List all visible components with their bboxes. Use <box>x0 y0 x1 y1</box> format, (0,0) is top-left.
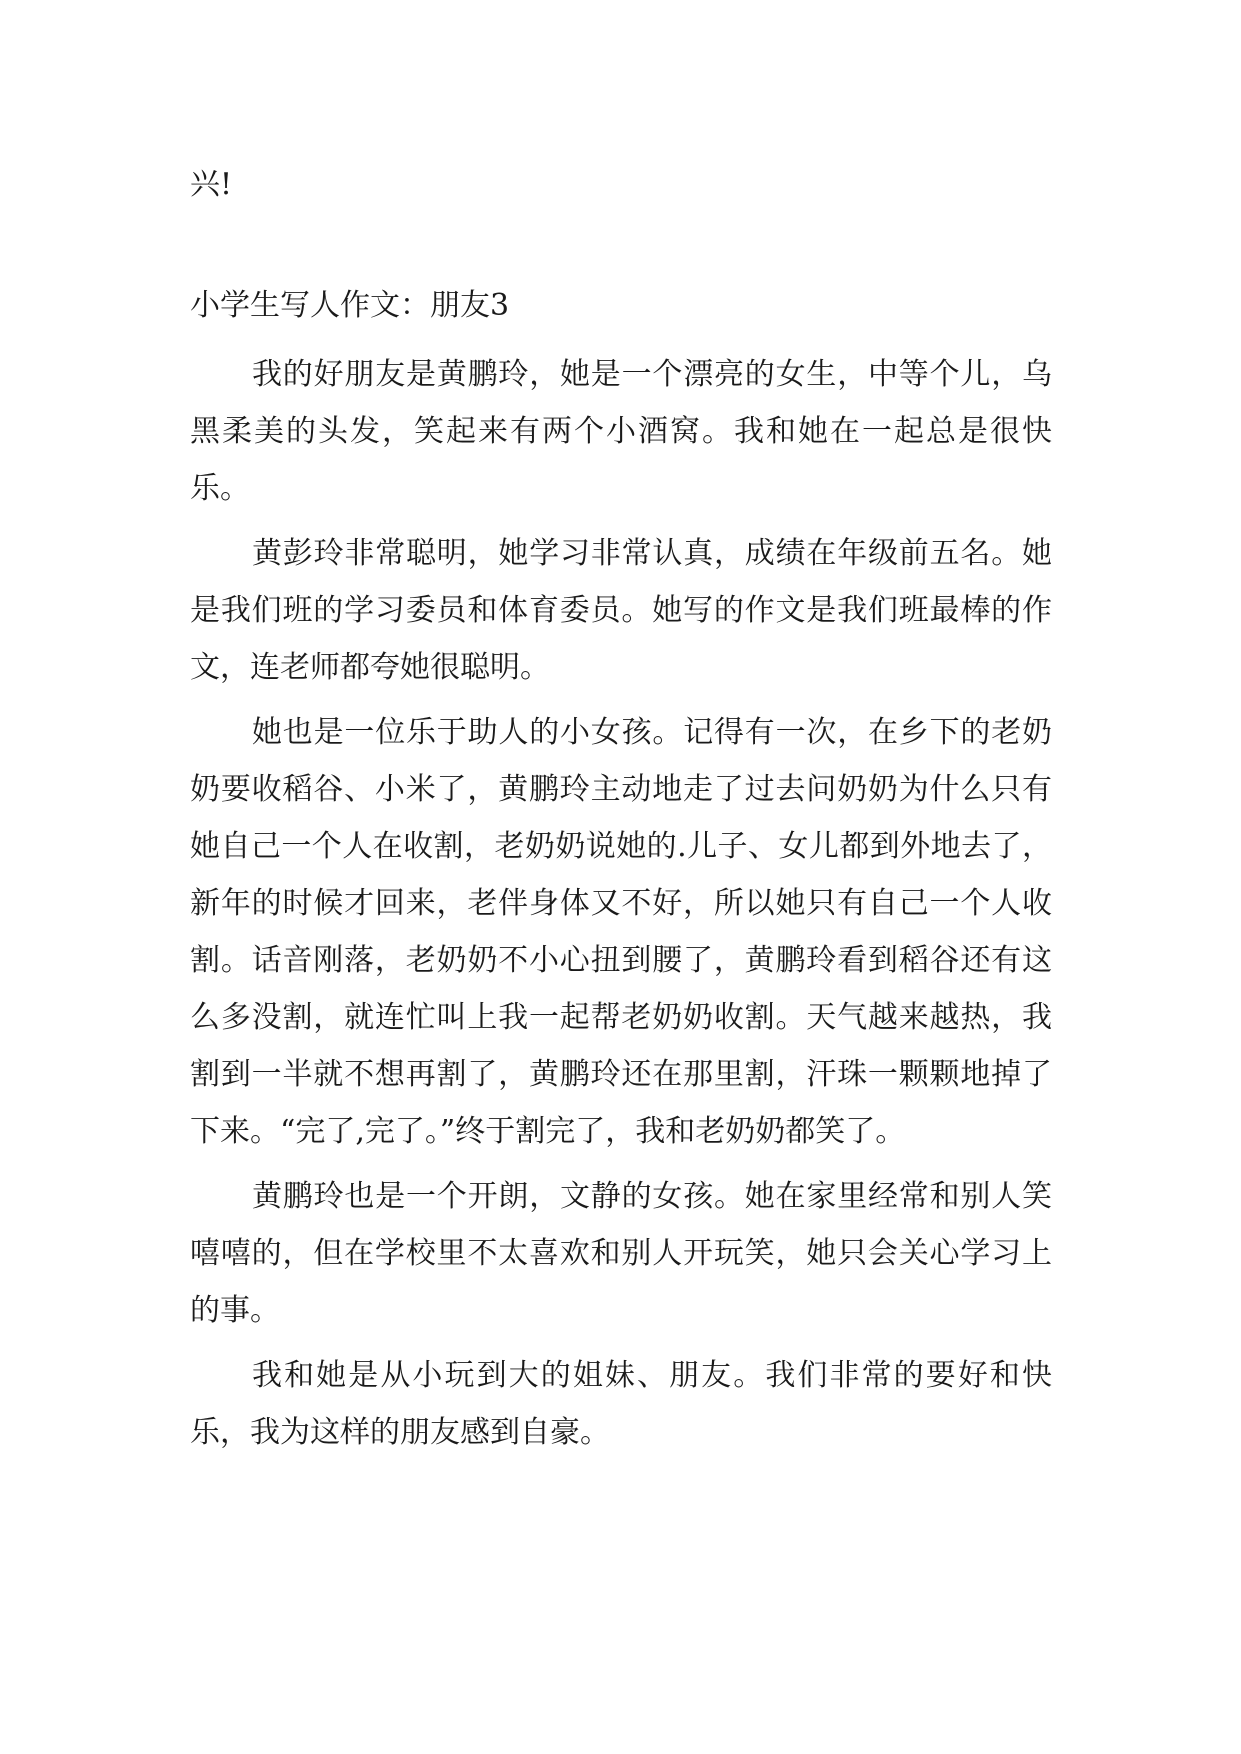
essay-title: 小学生写人作文：朋友3 <box>190 288 510 323</box>
paragraph-2: 黄彭玲非常聪明，她学习非常认真，成绩在年级前五名。她是我们班的学习委员和体育委员。她写的作文是我们班最棒的作文，连老师都夸她很聪明。 <box>190 536 1052 685</box>
paragraph-3: 她也是一位乐于助人的小女孩。记得有一次，在乡下的老奶奶要收稻谷、小米了，黄鹏玲主动地走了过去问奶奶为什么只有她自己一个人在收割，老奶奶说她的.儿子、女儿都到外地去了，新年的时候才回来，老伴身体又不好，所以她只有自己一个人收割。话音刚落，老奶奶不小心扭到腰了，黄鹏玲看到稻谷还有这么多没割，就连忙叫上我一起帮老奶奶收割。天气越来越热，我割到一半就不想再割了，黄鹏玲还在那里割，汗珠一颗颗地掉了下来。“完了,完了。”终于割完了，我和老奶奶都笑了。 <box>190 715 1052 1149</box>
paragraph-4: 黄鹏玲也是一个开朗，文静的女孩。她在家里经常和别人笑嘻嘻的，但在学校里不太喜欢和别人开玩笑，她只会关心学习上的事。 <box>190 1179 1052 1328</box>
paragraph-1: 我的好朋友是黄鹏玲，她是一个漂亮的女生，中等个儿，乌黑柔美的头发，笑起来有两个小酒窝。我和她在一起总是很快乐。 <box>190 357 1052 506</box>
continued-text: 兴! <box>190 167 233 202</box>
essay-body <box>190 346 1052 1469</box>
paragraph-5: 我和她是从小玩到大的姐妹、朋友。我们非常的要好和快乐，我为这样的朋友感到自豪。 <box>190 1358 1052 1450</box>
